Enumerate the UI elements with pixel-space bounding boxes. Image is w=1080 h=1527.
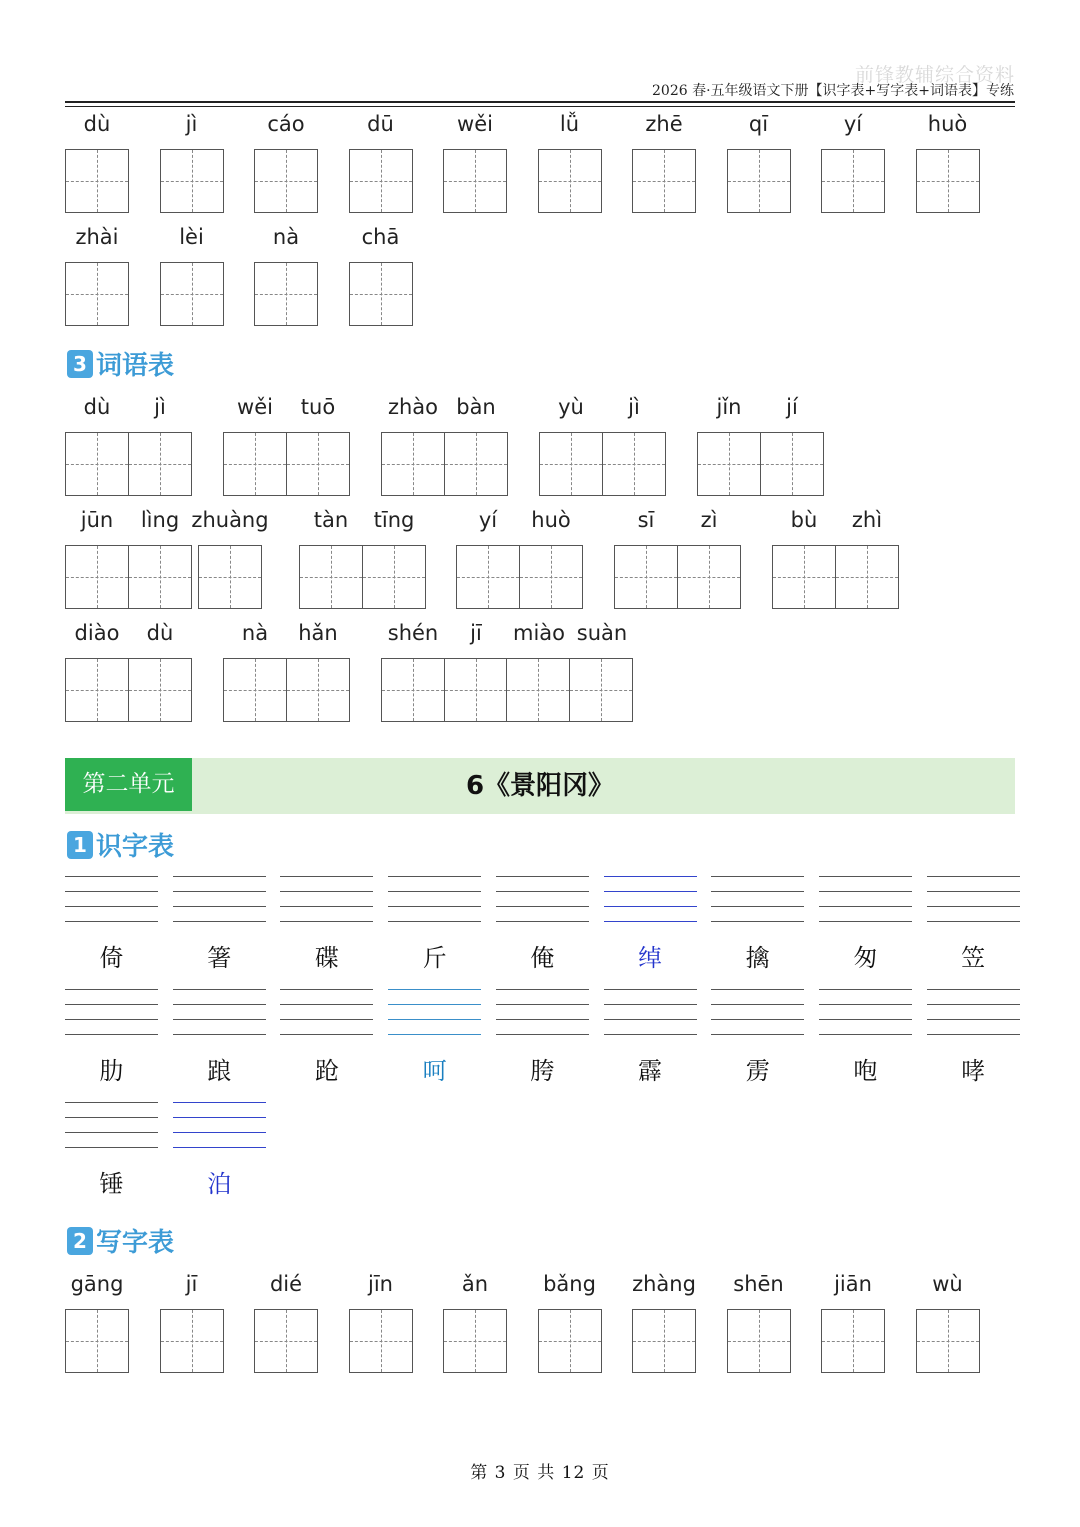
pinyin-write-lines[interactable] — [604, 876, 697, 922]
writing-grid[interactable] — [677, 545, 741, 609]
writing-grid[interactable] — [632, 1309, 696, 1373]
writing-grid[interactable] — [381, 658, 445, 722]
pinyin-label: jí — [786, 395, 798, 419]
pinyin-label: bǎng — [543, 1272, 596, 1296]
pinyin-write-lines[interactable] — [65, 876, 158, 922]
writing-grid[interactable] — [349, 1309, 413, 1373]
section-title: 识字表 — [96, 832, 175, 862]
word-grid-group[interactable] — [65, 432, 192, 496]
writing-grid[interactable] — [632, 149, 696, 213]
hanzi-char: 霹 — [638, 1057, 662, 1085]
writing-grid[interactable] — [697, 432, 761, 496]
pinyin-write-lines[interactable] — [173, 989, 266, 1035]
pinyin-label: yí — [843, 112, 863, 136]
pinyin-label: jì — [628, 395, 640, 419]
writing-grid[interactable] — [538, 1309, 602, 1373]
hanzi-char: 踉 — [207, 1057, 232, 1085]
pinyin-write-lines[interactable] — [711, 989, 804, 1035]
header-rule — [65, 101, 1015, 103]
word-grid-group[interactable] — [539, 432, 666, 496]
word-grid-group[interactable] — [697, 432, 824, 496]
pinyin-write-lines[interactable] — [65, 989, 158, 1035]
section-title: 写字表 — [96, 1228, 175, 1258]
writing-grid[interactable] — [160, 262, 224, 326]
pinyin-label: lìng — [140, 508, 180, 532]
writing-grid[interactable] — [456, 545, 520, 609]
writing-grid[interactable] — [569, 658, 633, 722]
writing-grid[interactable] — [443, 149, 507, 213]
writing-grid[interactable] — [539, 432, 603, 496]
writing-grid[interactable] — [65, 1309, 129, 1373]
word-grid-group[interactable] — [65, 545, 192, 609]
pinyin-label: zhàng — [632, 1272, 696, 1296]
writing-grid[interactable] — [128, 658, 192, 722]
pinyin-label: dū — [367, 112, 394, 136]
pinyin-write-lines[interactable] — [388, 989, 481, 1035]
pinyin-write-lines[interactable] — [280, 876, 373, 922]
writing-grid[interactable] — [362, 545, 426, 609]
pinyin-label: gāng — [70, 1272, 124, 1296]
section-title: 词语表 — [96, 351, 175, 381]
writing-grid[interactable] — [727, 1309, 791, 1373]
word-grid-group[interactable] — [299, 545, 426, 609]
writing-grid[interactable] — [443, 1309, 507, 1373]
writing-grid[interactable] — [614, 545, 678, 609]
hanzi-char: 泊 — [207, 1170, 232, 1198]
hanzi-char: 俺 — [530, 944, 555, 972]
section-badge: 3 — [67, 350, 93, 378]
pinyin-label: yí — [478, 508, 498, 532]
writing-grid[interactable] — [198, 545, 262, 609]
word-grid-group[interactable] — [614, 545, 741, 609]
writing-grid[interactable] — [254, 262, 318, 326]
pinyin-label: nà — [272, 225, 300, 249]
unit-tag: 第二单元 — [65, 758, 192, 811]
writing-grid[interactable] — [65, 149, 129, 213]
pinyin-write-lines[interactable] — [280, 989, 373, 1035]
section-badge: 2 — [67, 1227, 93, 1255]
pinyin-label: suàn — [576, 621, 628, 645]
hanzi-char: 哮 — [961, 1057, 986, 1085]
writing-grid[interactable] — [254, 149, 318, 213]
pinyin-label: dù — [146, 621, 174, 645]
writing-grid[interactable] — [506, 658, 570, 722]
writing-grid[interactable] — [444, 658, 508, 722]
writing-grid[interactable] — [349, 149, 413, 213]
pinyin-write-lines[interactable] — [388, 876, 481, 922]
pinyin-write-lines[interactable] — [496, 989, 589, 1035]
writing-grid[interactable] — [760, 432, 824, 496]
hanzi-char: 锤 — [99, 1170, 124, 1198]
pinyin-label: tīng — [373, 508, 415, 532]
writing-grid[interactable] — [65, 262, 129, 326]
word-grid-group[interactable] — [223, 432, 350, 496]
pinyin-write-lines[interactable] — [604, 989, 697, 1035]
hanzi-char: 绰 — [638, 944, 662, 972]
watermark: 前锋教辅综合资料 — [855, 64, 1016, 86]
pinyin-label: bàn — [456, 395, 496, 419]
pinyin-label: sī — [637, 508, 655, 532]
writing-grid[interactable] — [538, 149, 602, 213]
writing-grid[interactable] — [65, 545, 129, 609]
section-head-words — [67, 345, 174, 382]
word-grid-group[interactable] — [381, 432, 508, 496]
pinyin-label: lèi — [179, 225, 204, 249]
pinyin-label: lǚ — [559, 112, 580, 136]
writing-grid[interactable] — [519, 545, 583, 609]
pinyin-label: yù — [558, 395, 584, 419]
pinyin-label: zhē — [645, 112, 683, 136]
hanzi-char: 肋 — [99, 1057, 124, 1085]
writing-grid[interactable] — [349, 262, 413, 326]
writing-grid[interactable] — [128, 432, 192, 496]
pinyin-label: tàn — [313, 508, 349, 532]
hanzi-char: 倚 — [99, 944, 124, 972]
pinyin-label: huò — [531, 508, 571, 532]
hanzi-char: 咆 — [853, 1057, 878, 1085]
writing-grid[interactable] — [772, 545, 836, 609]
hanzi-char: 雳 — [745, 1057, 770, 1085]
lesson-title: 6《景阳冈》 — [465, 771, 615, 801]
hanzi-char: 斤 — [422, 944, 447, 972]
writing-grid[interactable] — [286, 658, 350, 722]
hanzi-char: 呵 — [422, 1057, 447, 1085]
writing-grid[interactable] — [223, 432, 287, 496]
hanzi-char: 箸 — [207, 944, 232, 972]
hanzi-char: 笠 — [961, 944, 986, 972]
writing-grid[interactable] — [223, 658, 287, 722]
writing-grid[interactable] — [821, 1309, 885, 1373]
page-footer: 第 3 页 共 12 页 — [470, 1463, 610, 1483]
writing-grid[interactable] — [299, 545, 363, 609]
pinyin-label: wěi — [237, 395, 273, 419]
pinyin-label: zhài — [75, 225, 119, 249]
writing-grid[interactable] — [128, 545, 192, 609]
pinyin-label: cáo — [267, 112, 305, 136]
writing-grid[interactable] — [821, 149, 885, 213]
writing-grid[interactable] — [916, 1309, 980, 1373]
pinyin-label: zì — [700, 508, 718, 532]
word-grid-group[interactable] — [772, 545, 899, 609]
pinyin-label: huò — [927, 112, 968, 136]
pinyin-label: chā — [361, 225, 400, 249]
writing-grid[interactable] — [602, 432, 666, 496]
header-title: 2026 春·五年级语文下册【识字表+写字表+词语表】专练 — [652, 83, 1014, 99]
hanzi-char: 匆 — [853, 944, 878, 972]
pinyin-write-lines[interactable] — [65, 1102, 158, 1148]
writing-grid[interactable] — [727, 149, 791, 213]
word-grid-group[interactable] — [198, 545, 262, 609]
pinyin-label: nà — [241, 621, 269, 645]
hanzi-char: 胯 — [530, 1057, 555, 1085]
pinyin-label: jǐn — [716, 395, 742, 419]
pinyin-label: hǎn — [298, 621, 338, 645]
pinyin-label: zhuàng — [191, 508, 269, 532]
pinyin-label: jī — [470, 621, 482, 645]
section-head-recognize — [67, 826, 174, 863]
writing-grid[interactable] — [254, 1309, 318, 1373]
pinyin-label: wù — [932, 1272, 963, 1296]
pinyin-label: qī — [748, 112, 769, 136]
hanzi-char: 跄 — [314, 1057, 339, 1085]
pinyin-label: shēn — [733, 1272, 784, 1296]
pinyin-label: wěi — [457, 112, 493, 136]
word-grid-group[interactable] — [381, 658, 633, 722]
writing-grid[interactable] — [835, 545, 899, 609]
writing-grid[interactable] — [65, 658, 129, 722]
section-head-write — [67, 1222, 174, 1259]
pinyin-label: miào — [512, 621, 565, 645]
pinyin-label: jì — [185, 112, 198, 136]
section-badge: 1 — [67, 831, 93, 859]
word-grid-group[interactable] — [456, 545, 583, 609]
pinyin-write-lines[interactable] — [496, 876, 589, 922]
pinyin-write-lines[interactable] — [711, 876, 804, 922]
header-rule-thin — [65, 106, 1015, 107]
pinyin-label: ǎn — [461, 1272, 489, 1296]
pinyin-label: jì — [154, 395, 166, 419]
word-grid-group[interactable] — [65, 658, 192, 722]
writing-grid[interactable] — [65, 432, 129, 496]
pinyin-write-lines[interactable] — [927, 989, 1020, 1035]
hanzi-char: 碟 — [314, 944, 339, 972]
pinyin-label: shén — [387, 621, 439, 645]
pinyin-label: zhì — [851, 508, 883, 532]
pinyin-label: diào — [74, 621, 120, 645]
pinyin-label: jīn — [368, 1272, 393, 1296]
pinyin-label: zhào — [387, 395, 439, 419]
pinyin-write-lines[interactable] — [927, 876, 1020, 922]
pinyin-write-lines[interactable] — [173, 1102, 266, 1148]
pinyin-label: jūn — [80, 508, 114, 532]
pinyin-write-lines[interactable] — [819, 989, 912, 1035]
unit-banner — [65, 758, 1015, 814]
pinyin-label: dié — [269, 1272, 303, 1296]
pinyin-label: jiān — [834, 1272, 872, 1296]
word-grid-group[interactable] — [223, 658, 350, 722]
hanzi-char: 擒 — [745, 944, 770, 972]
writing-grid[interactable] — [916, 149, 980, 213]
writing-grid[interactable] — [444, 432, 508, 496]
writing-grid[interactable] — [381, 432, 445, 496]
pinyin-label: bù — [790, 508, 818, 532]
writing-grid[interactable] — [160, 1309, 224, 1373]
pinyin-label: jī — [185, 1272, 198, 1296]
pinyin-label: dù — [83, 112, 111, 136]
writing-grid[interactable] — [286, 432, 350, 496]
pinyin-write-lines[interactable] — [173, 876, 266, 922]
pinyin-label: dù — [83, 395, 111, 419]
pinyin-write-lines[interactable] — [819, 876, 912, 922]
pinyin-label: tuō — [300, 395, 336, 419]
writing-grid[interactable] — [160, 149, 224, 213]
